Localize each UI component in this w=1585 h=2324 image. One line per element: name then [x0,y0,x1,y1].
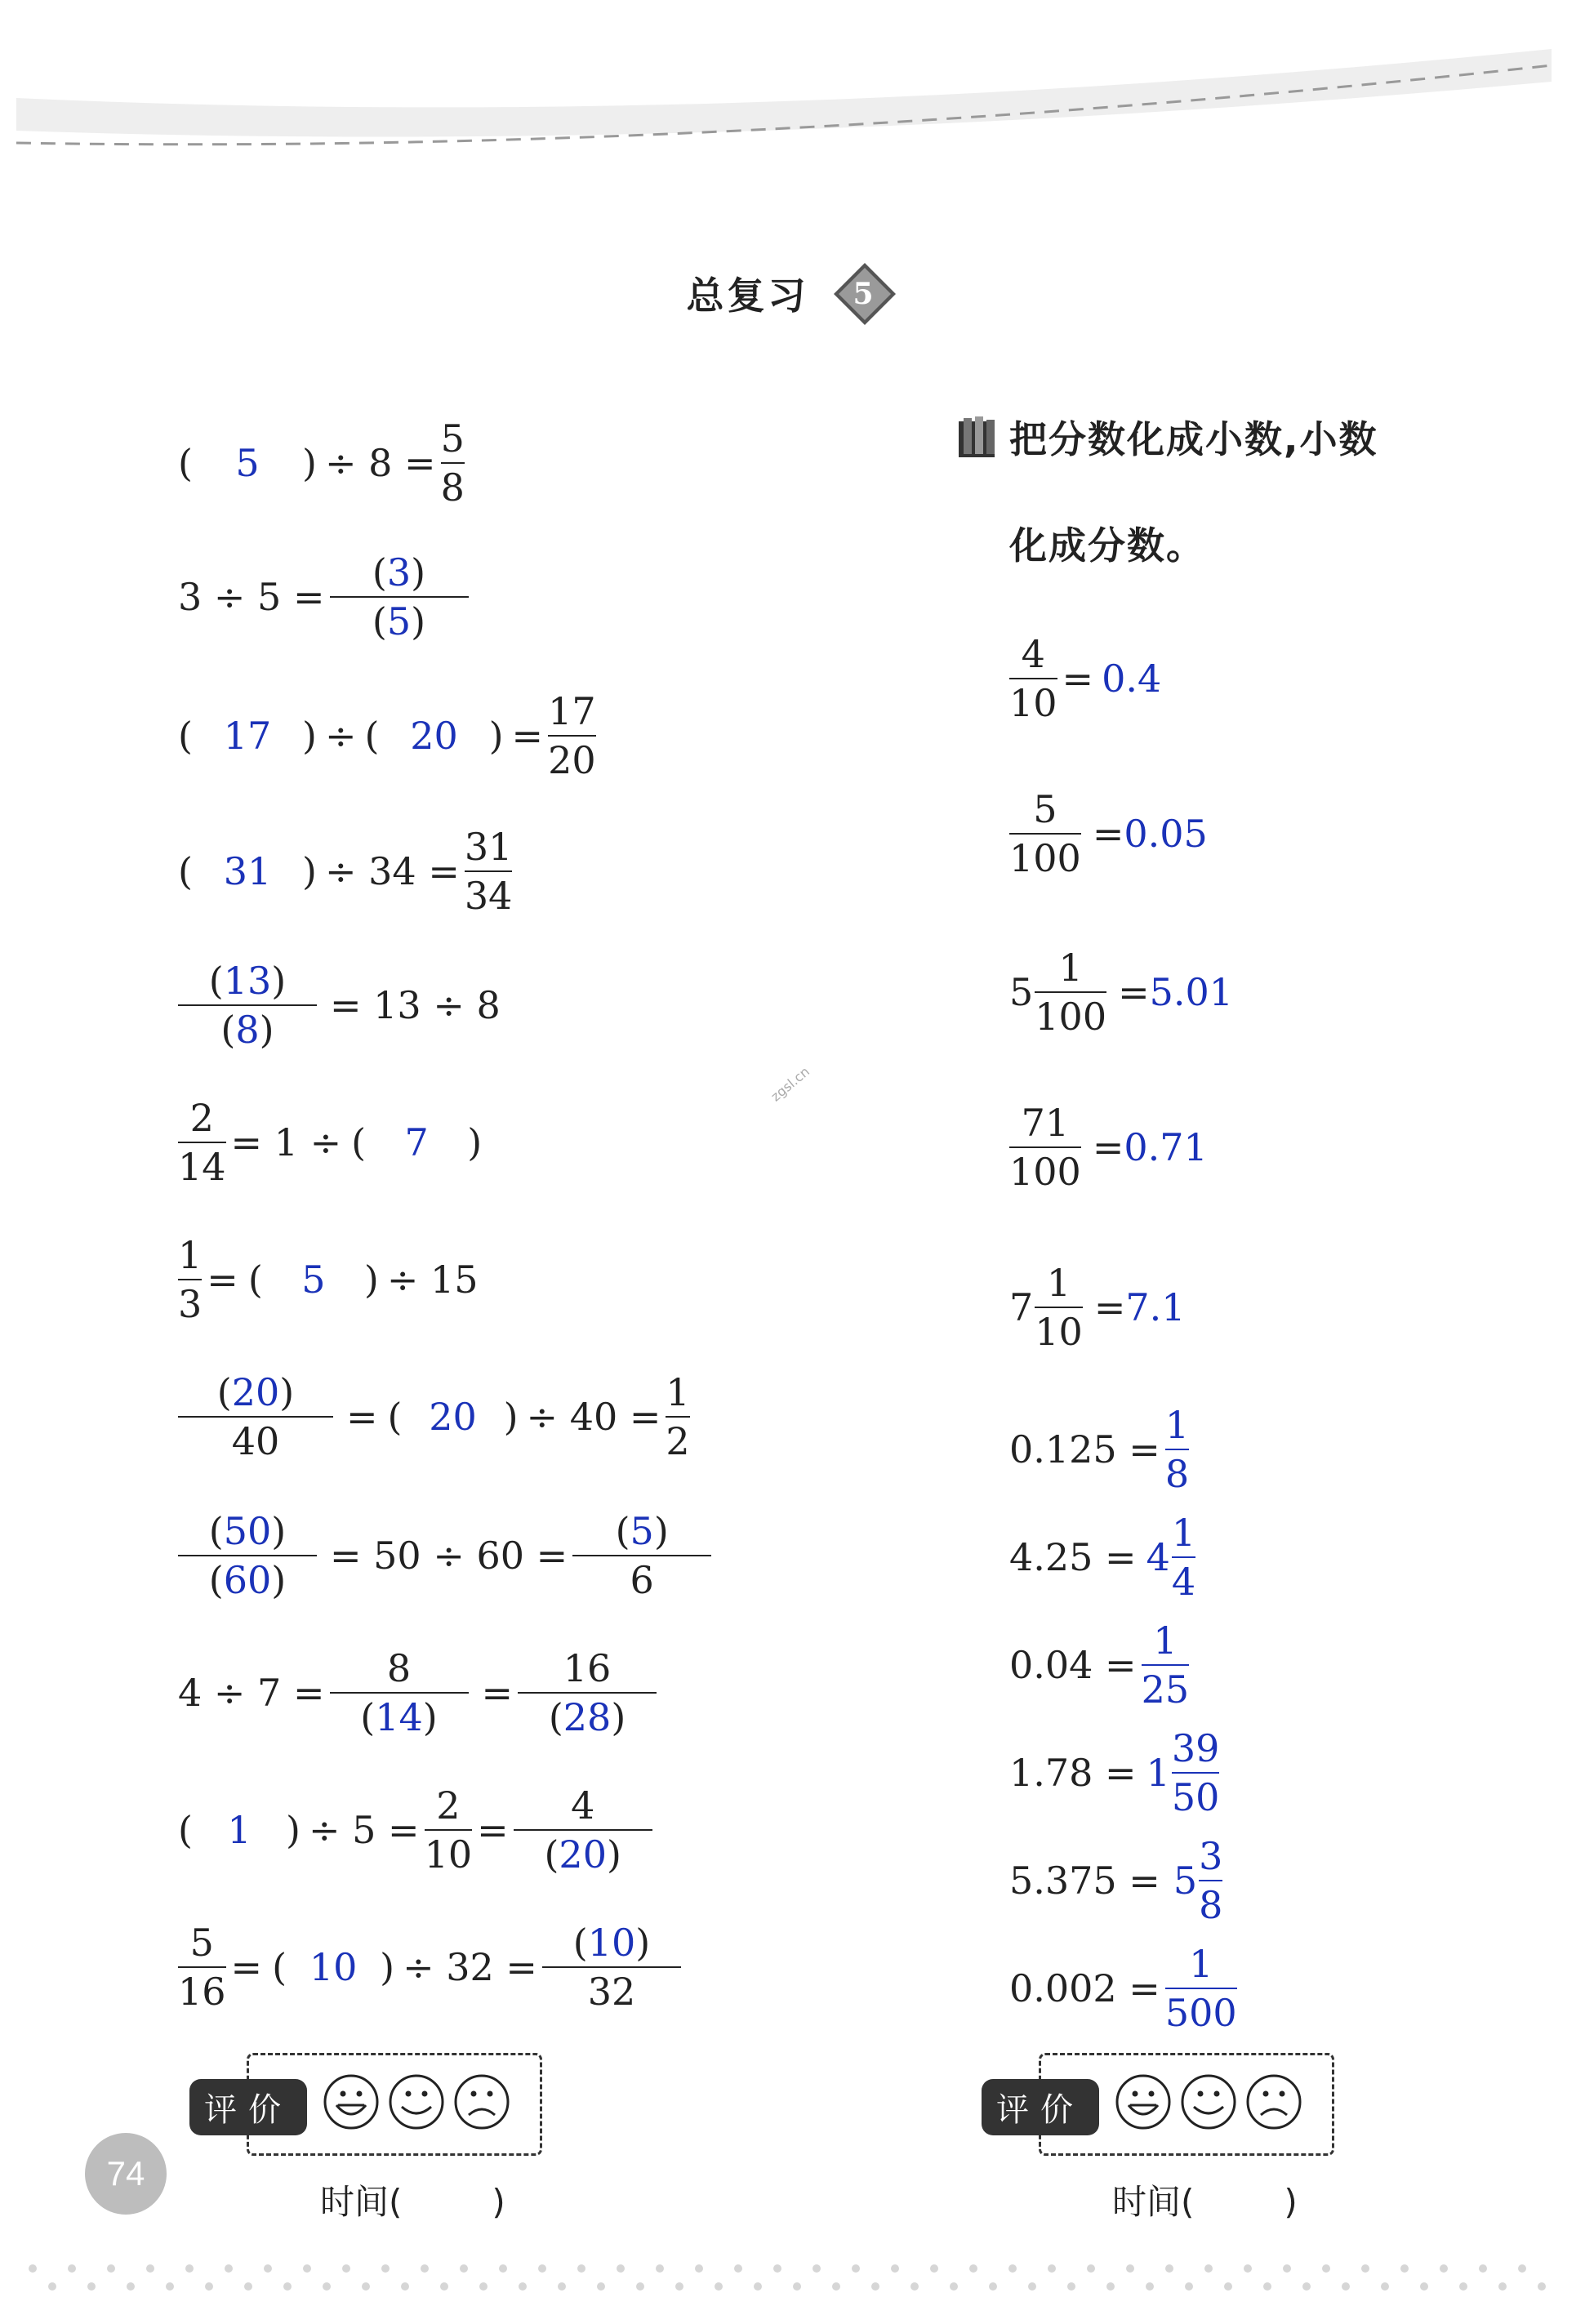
left-row-12: $\frac{5}{16}$ = ( 10 ) ÷ 32 = $\frac{(10)}{32}$ [178,1919,686,2015]
right-row-7: 4.25 = 4 $\frac{1}{4}$ [1009,1511,1196,1604]
time-label: 时间( [1112,2182,1195,2222]
page-title [0,260,1585,337]
right-row-6: 0.125 = $\frac{1}{8}$ [1009,1403,1190,1496]
right-row-3: 5 $\frac{1}{100}$ = 5.01 [1009,946,1234,1039]
lesson-badge [830,260,899,337]
left-row-4: ( 31 ) ÷ 34 = $\frac{31}{34}$ [178,825,513,918]
right-row-2: $\frac{5}{100}$ = 0.05 [1009,787,1208,880]
right-row-4: $\frac{71}{100}$ = 0.71 [1009,1101,1208,1194]
right-row-10: 5.375 = 5 $\frac{3}{8}$ [1009,1834,1223,1927]
left-row-7: $\frac{1}{3}$ = ( 5 ) ÷ 15 [178,1233,479,1326]
left-row-2: 3 ÷ 5 = $\frac{(3)}{(5)}$ [178,549,474,645]
instruction-line-2: 化成分数。 [1009,523,1205,568]
watermark: zgsl.cn [768,1063,813,1105]
left-row-3: ( 17 ) ÷ ( 20 ) = $\frac{17}{20}$ [178,689,596,782]
left-row-9: $\frac{(50)}{(60)}$ = 50 ÷ 60 = $\frac{(5)}{6}$ [178,1507,716,1604]
title-text: 总复习 [686,274,809,318]
evaluation-label-right: 评价 [982,2079,1099,2135]
instruction-line-1: 把分数化成小数,小数 [1009,417,1378,461]
left-row-10: 4 ÷ 7 = $\frac{8}{(14)}$ = $\frac{16}{(28)}$ [178,1645,661,1741]
left-row-11: ( 1 ) ÷ 5 = $\frac{2}{10}$ = $\frac{4}{(20)}$ [178,1782,657,1878]
time-close: ) [492,2182,505,2222]
evaluation-label-left: 评价 [189,2079,307,2135]
footer-dots [0,2254,1585,2303]
header-decoration [0,0,1585,163]
time-field-right[interactable] [1112,2175,1298,2224]
left-row-8: $\frac{(20)}{40}$ = ( 20 ) ÷ 40 = $\frac{1}{2}$ [178,1369,695,1465]
left-row-6: $\frac{2}{14}$ = 1 ÷ ( 7 ) [178,1096,483,1189]
badge-number: 5 [852,277,877,311]
smiley-faces-right [1112,2071,1308,2136]
time-field-left[interactable] [320,2175,505,2224]
section-icon [954,415,1003,464]
right-row-11: 0.002 = $\frac{1}{500}$ [1009,1942,1237,2035]
page-number: 74 [85,2133,167,2215]
right-row-5: 7 $\frac{1}{10}$ = 7.1 [1009,1261,1186,1354]
left-row-1: ( 5 ) ÷ 8 = $\frac{5}{8}$ [178,416,465,510]
time-label: 时间( [320,2182,403,2222]
left-row-5: $\frac{(13)}{(8)}$ = 13 ÷ 8 [178,957,501,1053]
right-row-1: $\frac{4}{10}$ = 0.4 [1009,632,1162,725]
right-row-9: 1.78 = 1 $\frac{39}{50}$ [1009,1726,1220,1819]
right-row-8: 0.04 = $\frac{1}{25}$ [1009,1618,1190,1712]
time-close: ) [1284,2182,1298,2222]
smiley-faces-left [320,2071,516,2136]
